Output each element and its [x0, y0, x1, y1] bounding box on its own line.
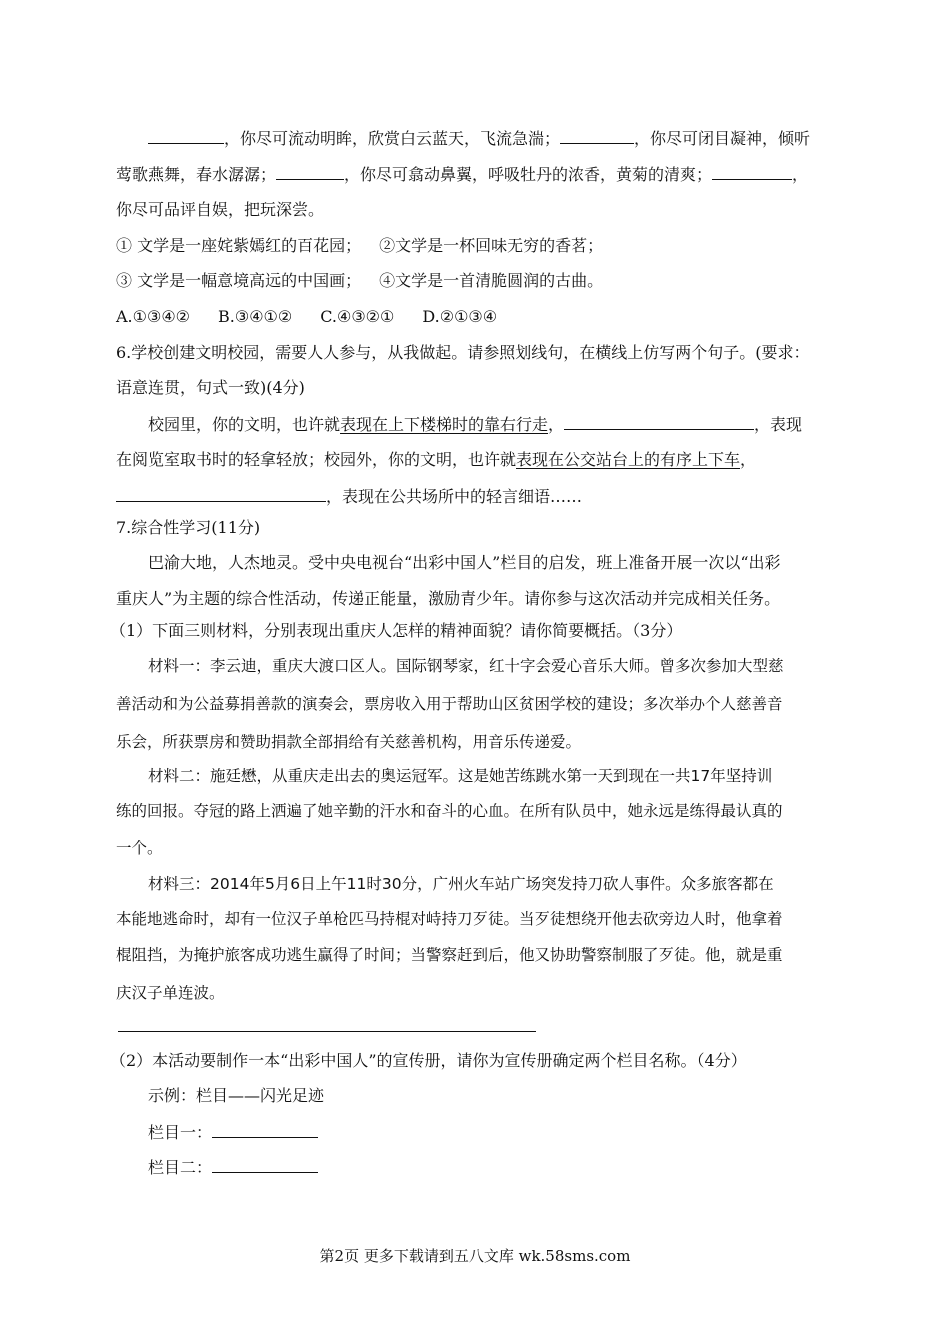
answer-blank[interactable]	[564, 411, 754, 430]
example-line: 示例：栏目——闪光足迹	[148, 1086, 325, 1105]
option-3: ③ 文学是一幅意境高远的中国画；	[116, 271, 362, 290]
q5-options-row-1	[116, 234, 603, 258]
q5-options-row-2	[116, 269, 603, 293]
q5-line-2: 莺歌燕舞，春水潺潺； ，你尽可翕动鼻翼，呼吸牡丹的浓香，黄菊的清爽； ，	[116, 161, 808, 187]
choice-b[interactable]: B.③④①②	[218, 307, 293, 326]
q6-line-2: 在阅览室取书时的轻拿轻放；校园外，你的文明，也许就表现在公交站台上的有序上下车，	[116, 450, 757, 469]
page-footer: 第2页 更多下载请到五八文库 wk.58sms.com	[319, 1247, 631, 1265]
option-2: ②文学是一杯回味无穷的香茗；	[379, 236, 604, 255]
q7-sub-2: （2）本活动要制作一本“出彩中国人”的宣传册，请你为宣传册确定两个栏目名称。（4分）	[110, 1051, 747, 1070]
material-3-line-3: 棍阻挡，为掩护旅客成功逃生赢得了时间；当警察赶到后，他又协助警察制服了歹徒。他，就是重	[116, 946, 783, 964]
material-1-line-2: 善活动和为公益募捐善款的演奏会，票房收入用于帮助山区贫困学校的建设；多次举办个人慈善音	[116, 695, 783, 713]
q6-title-1: 6.学校创建文明校园，需要人人参与，从我做起。请参照划线句，在横线上仿写两个句子。(要求：	[116, 343, 810, 362]
q7-intro-1: 巴渝大地，人杰地灵。受中央电视台“出彩中国人”栏目的启发，班上准备开展一次以“出彩	[148, 553, 781, 572]
q7-sub-1: （1）下面三则材料，分别表现出重庆人怎样的精神面貌？请你简要概括。（3分）	[110, 621, 683, 640]
material-1-line-3: 乐会，所获票房和赞助捐款全部捐给有关慈善机构，用音乐传递爱。	[116, 733, 582, 751]
answer-blank[interactable]	[148, 125, 224, 144]
answer-blank[interactable]	[712, 161, 792, 180]
answer-blank[interactable]	[276, 161, 344, 180]
material-2-line-3: 一个。	[116, 839, 163, 857]
answer-blank[interactable]	[116, 483, 326, 502]
answer-line[interactable]	[118, 1031, 536, 1032]
choice-a[interactable]: A.①③④②	[116, 307, 191, 326]
material-3-line-4: 庆汉子单连波。	[116, 984, 225, 1002]
answer-blank[interactable]	[560, 125, 634, 144]
material-3-line-1: 材料三：2014年5月6日上午11时30分，广州火车站广场突发持刀砍人事件。众多旅客都在	[148, 875, 774, 893]
material-3-line-2: 本能地逃命时，却有一位汉子单枪匹马持棍对峙持刀歹徒。当歹徒想绕开他去砍旁边人时，他拿着	[116, 910, 783, 928]
choice-c[interactable]: C.④③②①	[320, 307, 395, 326]
model-sentence-1: 表现在上下楼梯时的靠右行走	[340, 415, 549, 434]
q5-line-1: ，你尽可流动明眸，欣赏白云蓝天，飞流急湍； ，你尽可闭目凝神，倾听	[148, 125, 810, 151]
model-sentence-2: 表现在公交站台上的有序上下车	[516, 450, 741, 469]
column-2: 栏目二：	[148, 1154, 318, 1180]
q7-intro-2: 重庆人”为主题的综合性活动，传递正能量，激励青少年。请你参与这次活动并完成相关任务。	[116, 589, 781, 608]
material-2-line-1: 材料二：施廷懋，从重庆走出去的奥运冠军。这是她苦练跳水第一天到现在一共17年坚持训	[148, 767, 773, 785]
option-1: ① 文学是一座姹紫嫣红的百花园；	[116, 236, 362, 255]
q5-line-3: 你尽可品评自娱，把玩深尝。	[116, 200, 325, 219]
q6-line-1: 校园里，你的文明，也许就表现在上下楼梯时的靠右行走， ，表现	[148, 411, 802, 437]
q5-choices	[116, 305, 497, 329]
column-1-input[interactable]	[212, 1119, 318, 1138]
q7-title: 7.综合性学习(11分)	[116, 518, 261, 537]
q6-line-3: ，表现在公共场所中的轻言细语……	[116, 483, 582, 509]
column-1: 栏目一：	[148, 1119, 318, 1145]
choice-d[interactable]: D.②①③④	[422, 307, 498, 326]
q6-title-2: 语意连贯，句式一致)(4分)	[116, 378, 305, 397]
material-1-line-1: 材料一：李云迪，重庆大渡口区人。国际钢琴家，红十字会爱心音乐大师。曾多次参加大型慈	[148, 657, 784, 675]
option-4: ④文学是一首清脆圆润的古曲。	[379, 271, 604, 290]
material-2-line-2: 练的回报。夺冠的路上洒遍了她辛勤的汗水和奋斗的心血。在所有队员中，她永远是练得最认真的	[116, 802, 783, 820]
column-2-input[interactable]	[212, 1154, 318, 1173]
